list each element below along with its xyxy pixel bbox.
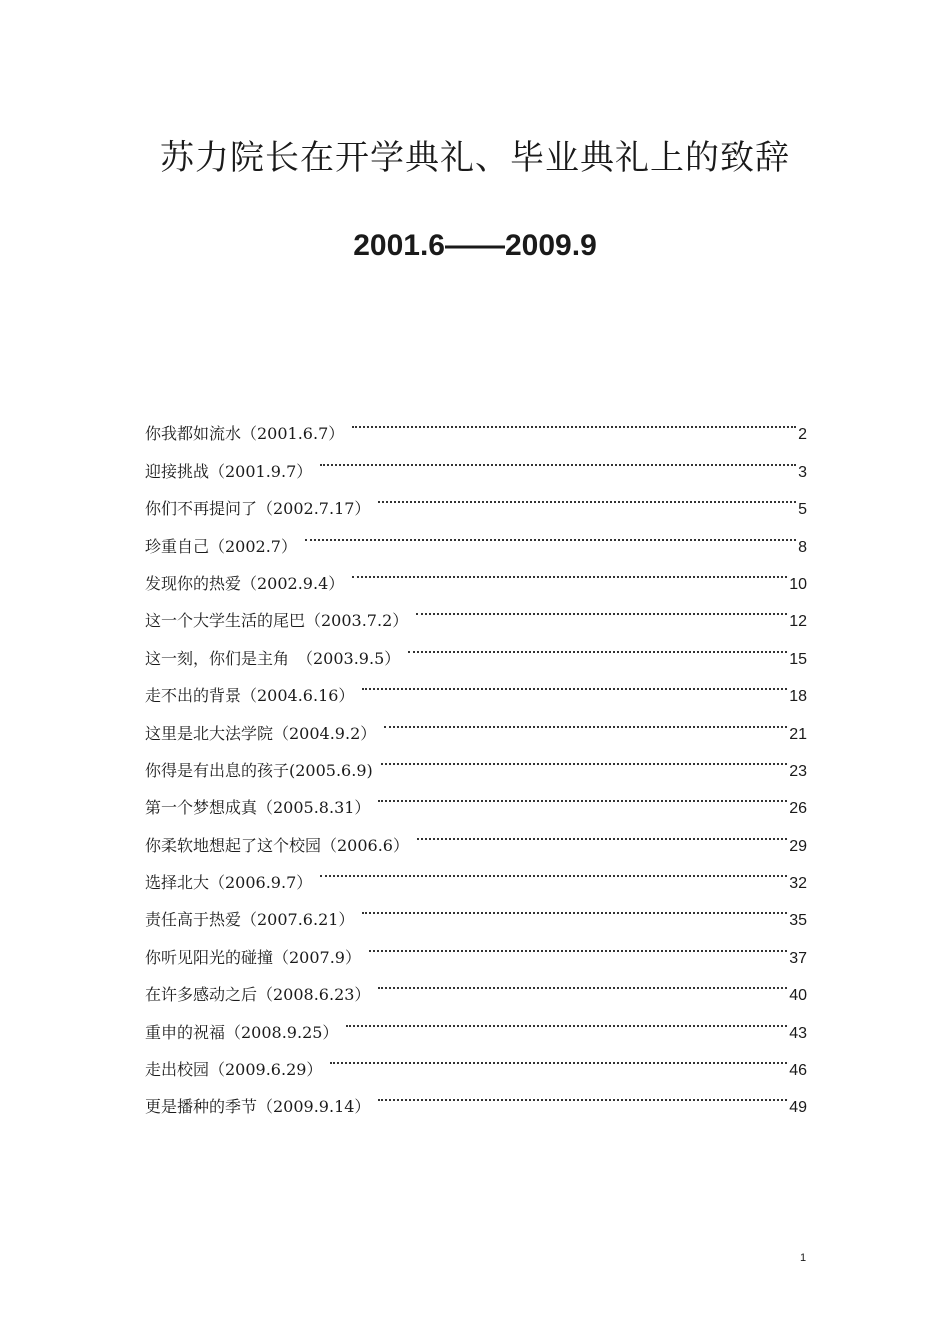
- toc-entry-page: 12: [789, 613, 807, 631]
- toc-entry-title: 第一个梦想成真（2005.8.31）: [145, 798, 371, 818]
- toc-dot-leader: [352, 402, 796, 439]
- toc-dot-leader: [378, 1075, 787, 1112]
- toc-dot-leader: [362, 888, 787, 925]
- page-number: 1: [799, 1252, 807, 1264]
- toc-entry-page: 2: [798, 426, 807, 444]
- toc-entry-title: 珍重自己（2002.7）: [145, 536, 297, 556]
- toc-entry-title: 迎接挑战（2001.9.7）: [145, 461, 313, 481]
- toc-entry-page: 18: [789, 688, 807, 706]
- toc-entry-title: 发现你的热爱（2002.9.4）: [145, 573, 345, 593]
- toc-entry-page: 10: [789, 575, 807, 593]
- toc-entry-page: 37: [789, 949, 807, 967]
- toc-entry-title: 这里是北大法学院（2004.9.2）: [145, 723, 377, 743]
- toc-entry-title: 走不出的背景（2004.6.16）: [145, 686, 355, 706]
- toc-entry-page: 40: [789, 987, 807, 1005]
- toc-entry-page: 8: [798, 538, 807, 556]
- toc-dot-leader: [320, 439, 796, 476]
- toc-entry-page: 5: [798, 501, 807, 519]
- toc-entry-page: 32: [789, 875, 807, 893]
- toc-dot-leader: [352, 552, 787, 589]
- toc-entry-title: 走出校园（2009.6.29）: [145, 1060, 323, 1080]
- toc-entry-page: 46: [789, 1062, 807, 1080]
- toc-entry-title: 这一刻，你们是主角 （2003.9.5）: [145, 648, 401, 668]
- toc-dot-leader: [381, 739, 787, 776]
- toc-dot-leader: [384, 701, 787, 738]
- toc-entry-title: 重申的祝福（2008.9.25）: [145, 1022, 339, 1042]
- toc-dot-leader: [417, 813, 787, 850]
- toc-entry-title: 你们不再提问了（2002.7.17）: [145, 499, 371, 519]
- toc-entry-title: 你我都如流水（2001.6.7）: [145, 424, 345, 444]
- toc-entry-page: 43: [789, 1024, 807, 1042]
- toc-dot-leader: [378, 963, 787, 1000]
- toc-dot-leader: [330, 1038, 787, 1075]
- toc-entry[interactable]: [145, 402, 807, 444]
- toc-entry-title: 你得是有出息的孩子(2005.6.9): [145, 760, 373, 780]
- toc-entry-title: 责任高于热爱（2007.6.21）: [145, 910, 355, 930]
- toc-entry-title: 更是播种的季节（2009.9.14）: [145, 1097, 371, 1117]
- toc-dot-leader: [408, 626, 787, 663]
- toc-dot-leader: [346, 1000, 787, 1037]
- toc-entry-page: 49: [789, 1099, 807, 1117]
- toc-entry-title: 你听见阳光的碰撞（2007.9）: [145, 947, 361, 967]
- toc-dot-leader: [362, 664, 787, 701]
- document-subtitle: 2001.6——2009.9: [353, 229, 597, 262]
- toc-dot-leader: [305, 514, 796, 551]
- toc-entry-page: 15: [789, 650, 807, 668]
- toc-entry-page: 26: [789, 800, 807, 818]
- toc-entry-page: 29: [789, 837, 807, 855]
- toc-entry-page: 35: [789, 912, 807, 930]
- toc-dot-leader: [416, 589, 787, 626]
- toc-dot-leader: [378, 776, 787, 813]
- document-title: 苏力院长在开学典礼、毕业典礼上的致辞: [160, 138, 790, 178]
- toc-entry-title: 你柔软地想起了这个校园（2006.6）: [145, 835, 409, 855]
- toc-entry-page: 21: [789, 725, 807, 743]
- toc-entry-page: 3: [798, 463, 807, 481]
- toc-dot-leader: [378, 477, 796, 514]
- toc-entry-title: 在许多感动之后（2008.6.23）: [145, 985, 371, 1005]
- toc-entry-title: 选择北大（2006.9.7）: [145, 873, 313, 893]
- toc-entry-title: 这一个大学生活的尾巴（2003.7.2）: [145, 611, 409, 631]
- toc-dot-leader: [369, 925, 787, 962]
- toc-dot-leader: [320, 851, 787, 888]
- toc-entry-page: 23: [789, 762, 807, 780]
- table-of-contents: [145, 402, 807, 1117]
